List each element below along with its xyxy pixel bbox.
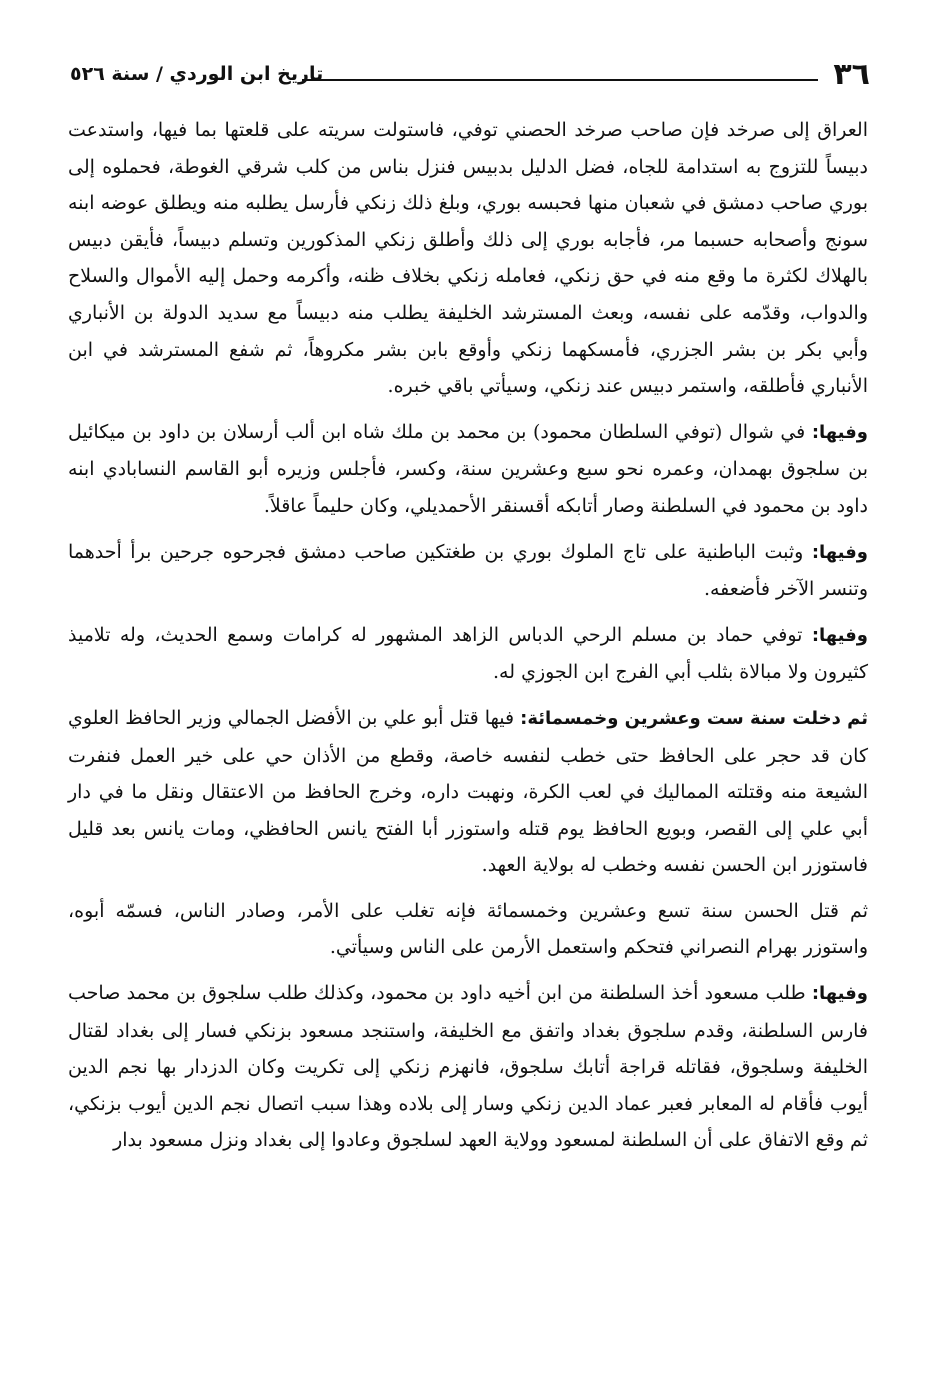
paragraph-4 — [68, 617, 868, 691]
paragraph-text: في شوال (توفي السلطان محمود) بن محمد بن ملك شاه ابن ألب أرسلان بن داود بن ميكائيل بن سلجوق بهمدان، وعمره نحو سبع وعشرين سنة، وكسر، فأجلس وزيره أبو القاسم النسابادي ابنه داود بن محمود في السلطنة وصار أتابكه أقسنقر الأحمديلي، وكان حليماً عاقلاً. — [68, 420, 868, 517]
page-number: ٣٦ — [833, 57, 870, 92]
paragraph-3 — [68, 534, 868, 608]
paragraph-lead: وفيها: — [811, 624, 868, 646]
body-text — [68, 112, 868, 1168]
paragraph-1 — [68, 112, 868, 405]
running-title: تاريخ ابن الوردي / سنة ٥٢٦ — [70, 63, 324, 85]
year-heading: ثم دخلت سنة ست وعشرين وخمسمائة: — [520, 707, 868, 729]
paragraph-lead: وفيها: — [811, 983, 868, 1005]
paragraph-7 — [68, 975, 868, 1159]
paragraph-text: العراق إلى صرخد فإن صاحب صرخد الحصني توفي، فاستولت سريته على قلعتها بما فيها، واستدعت دبيساً للتزوج به استدامة للجاه، فضل الدليل بدبيس فنزل بناس من كلب شرقي الغوطة، فحملوه إلى بوري صاحب دمشق في شعبان منها فحبسه بوري، وبلغ ذلك زنكي فأرسل يطلبه منه ويطلق عوضه ابنه سونج وأصحابه حسبما مر، فأجابه بوري إلى ذلك وأطلق زنكي المذكورين وتسلم دبيساً، فأيقن دبيس بالهلاك لكثرة ما وقع منه في حق زنكي، فعامله زنكي بخلاف ظنه، وأكرمه وحمل إليه الأموال والسلاح والدواب، وقدّمه على نفسه، وبعث المسترشد الخليفة يطلب منه دبيساً مع سديد الدولة بن الأنباري وأبي بكر بن بشر الجزري، فأمسكهما زنكي وأوقع بابن بشر مكروهاً، ثم شفع المسترشد في ابن الأنباري فأطلقه، واستمر دبيس عند زنكي، وسيأتي باقي خبره. — [68, 119, 869, 398]
paragraph-text: طلب مسعود أخذ السلطنة من ابن أخيه داود بن محمود، وكذلك طلب سلجوق بن محمد صاحب فارس السلطنة، وقدم سلجوق بغداد واتفق مع الخليفة، واستنجد مسعود بزنكي فسار إلى بغداد لقتال الخليفة وسلجوق، فقاتله قراجة أتابك سلجوق، فانهزم زنكي إلى تكريت وكان الدزدار بها نجم الدين أيوب فأقام له المعابر فعبر عماد الدين زنكي وسار إلى بلاده وهذا سبب اتصال نجم الدين أيوب بزنكي، ثم وقع الاتفاق على أن السلطنة لمسعود وولاية العهد لسلجوق وعادوا إلى بغداد ونزل مسعود بدار — [68, 982, 868, 1152]
paragraph-lead: وفيها: — [811, 421, 868, 443]
paragraph-text: توفي حماد بن مسلم الرحي الدباس الزاهد المشهور له كرامات وسمع الحديث، وله تلاميذ كثيرون ولا مبالاة بثلب أبي الفرج ابن الجوزي له. — [68, 623, 868, 684]
running-header — [70, 55, 870, 95]
paragraph-5 — [68, 700, 868, 884]
paragraph-2 — [68, 414, 868, 525]
paragraph-text: ثم قتل الحسن سنة تسع وعشرين وخمسمائة فإنه تغلب على الأمر، وصادر الناس، فسمّه أبوه، واستوزر بهرام النصراني فتحكم واستعمل الأرمن على الناس وسيأتي. — [68, 899, 868, 959]
paragraph-text: وثبت الباطنية على تاج الملوك بوري بن طغتكين صاحب دمشق فجرحوه جرحين برأ أحدهما وتنسر الآخر فأضعفه. — [68, 540, 868, 601]
header-rule — [302, 79, 818, 81]
paragraph-lead: وفيها: — [811, 541, 868, 563]
paragraph-text: فيها قتل أبو علي بن الأفضل الجمالي وزير الحافظ العلوي كان قد حجر على الحافظ حتى خطب لنفسه خاصة، وقطع من الأذان حي على خير العمل فنفرت الشيعة منه وقتلته المماليك في لعب الكرة، ونهبت داره، وخرج الحافظ من الاعتقال ونقل ما في دار أبي علي إلى القصر، وبويع الحافظ يوم قتله واستوزر أبا الفتح يانس الحافظي، ومات يانس بعد قليل فاستوزر ابن الحسن نفسه وخطب له بولاية العهد. — [68, 706, 868, 877]
paragraph-6 — [68, 893, 868, 966]
